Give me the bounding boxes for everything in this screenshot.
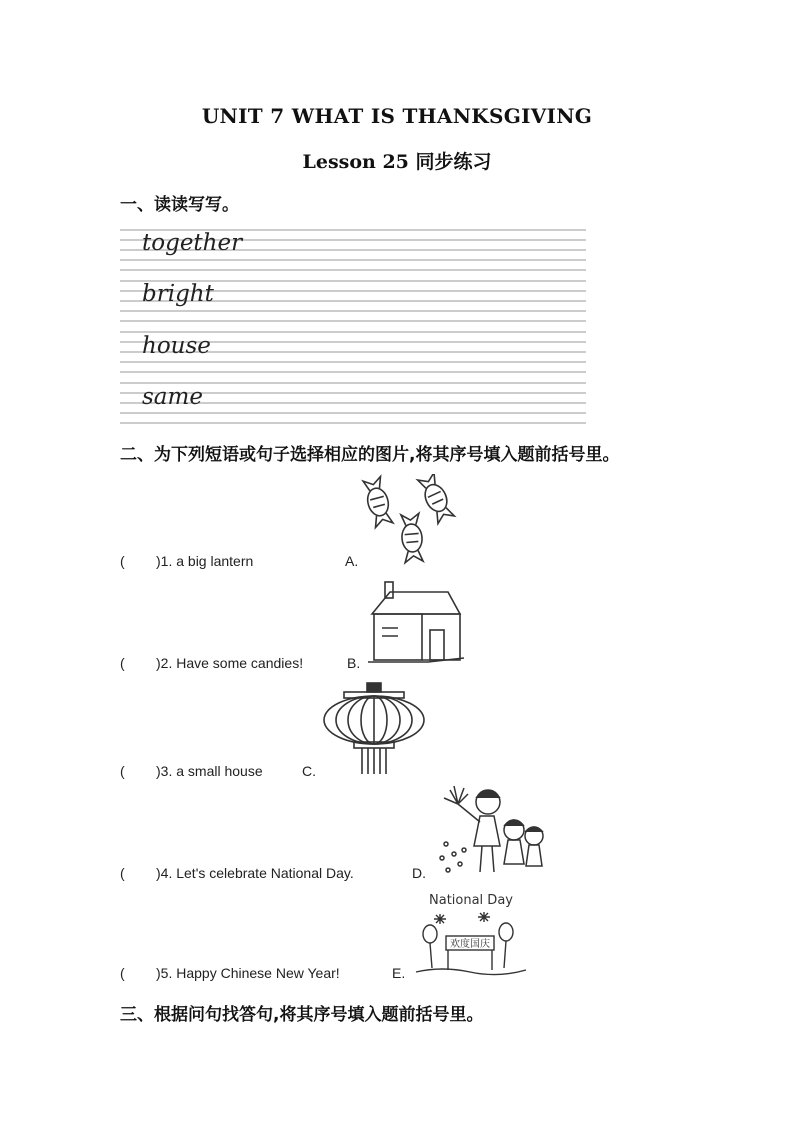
option-label: A. [345,553,359,569]
national-day-picture [412,888,530,980]
candies-picture [358,474,462,566]
matching-item-4 [120,865,426,881]
matching-item-3 [120,763,316,779]
answer-bracket[interactable]: ( [120,763,125,779]
house-picture [368,578,470,668]
item-text: 5. Happy Chinese New Year! [160,965,340,981]
item-text: 2. Have some candies! [160,655,304,671]
answer-bracket[interactable]: ( [120,655,125,671]
item-text: 3. a small house [160,763,263,779]
section-heading-2: 二、为下列短语或句子选择相应的图片,将其序号填入题前括号里。 [120,445,620,465]
option-label: C. [302,763,316,779]
matching-item-2 [120,655,361,671]
page-subtitle: Lesson 25 同步练习 [302,151,492,173]
page-title: UNIT 7 WHAT IS THANKSGIVING [201,104,593,128]
answer-bracket[interactable]: ( [120,965,125,981]
section-heading-1: 一、读读写写。 [120,195,239,215]
option-label: B. [347,655,361,671]
matching-item-1 [120,553,359,569]
bracket-close: ) [156,763,161,779]
bracket-close: ) [156,553,161,569]
bracket-close: ) [156,965,161,981]
practice-word-3: house [142,333,211,359]
national-day-caption: National Day [429,893,513,908]
lantern-picture [322,682,428,778]
option-label: E. [392,965,406,981]
children-celebrating-picture [434,784,550,878]
bracket-close: ) [156,655,161,671]
bracket-close: ) [156,865,161,881]
national-day-sign: 欢度国庆 [450,939,490,950]
item-text: 1. a big lantern [160,553,254,569]
matching-item-5 [120,965,406,981]
answer-bracket[interactable]: ( [120,865,125,881]
answer-bracket[interactable]: ( [120,553,125,569]
option-label: D. [412,865,426,881]
section-heading-3: 三、根据问句找答句,将其序号填入题前括号里。 [120,1005,484,1025]
practice-word-1: together [142,230,243,256]
practice-word-2: bright [142,281,214,307]
practice-word-4: same [142,384,203,410]
item-text: 4. Let's celebrate National Day. [160,865,354,881]
